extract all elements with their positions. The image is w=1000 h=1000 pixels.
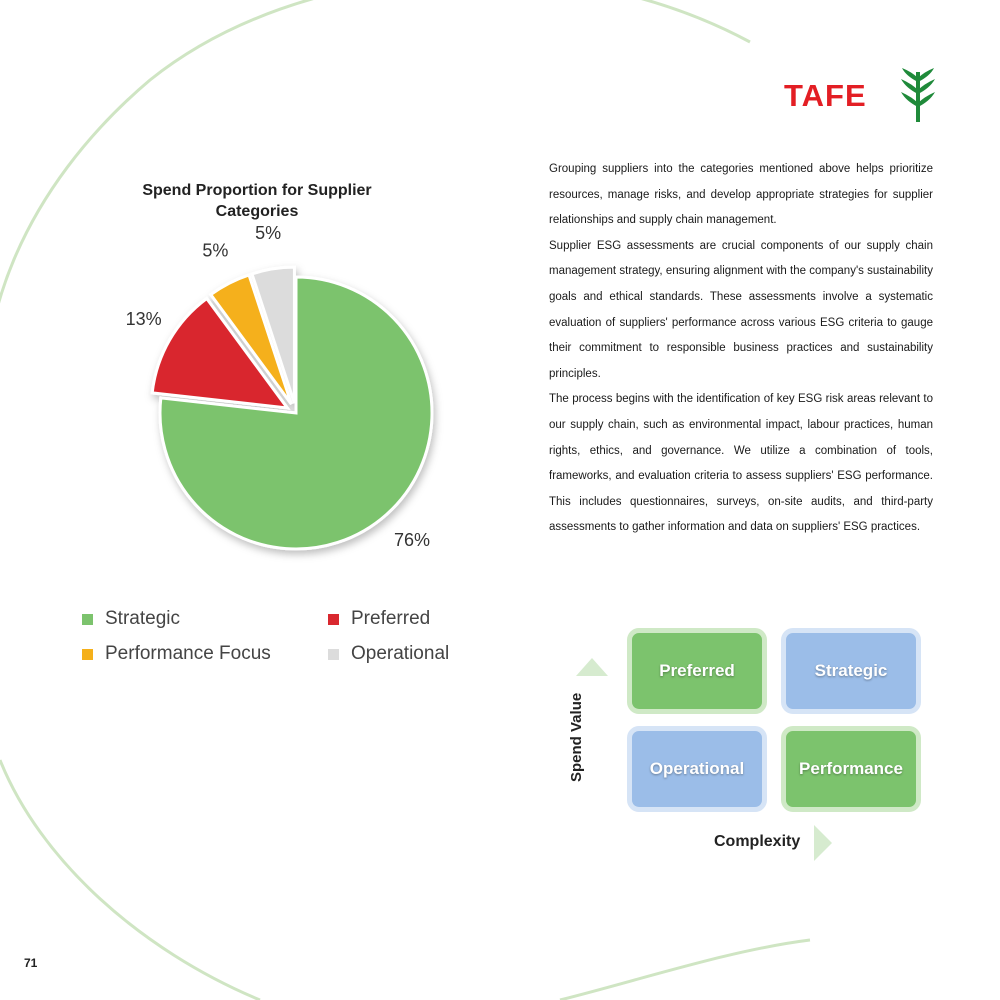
legend-label: Strategic [105,608,180,629]
pie-data-label: 76% [393,530,431,550]
legend-swatch [82,614,93,625]
page-number: 71 [24,956,38,970]
legend-swatch [328,614,339,625]
paragraph: Supplier ESG assessments are crucial components of our supply chain management strategy, ensuring alignment with the company's sustainability goals and ethical standards. These assessments involve a systematic evaluation of suppliers' performance across various ESG criteria to gauge their commitment to responsible business practices and sustainability principles. [549,239,933,380]
paragraph: Grouping suppliers into the categories mentioned above helps prioritize resources, manage risks, and develop appropriate strategies for supplier relationships and supply chain management. [549,163,933,227]
legend-swatch [82,649,93,660]
quadrant-strategic: Strategic [781,628,921,714]
right-arrow-icon [814,825,832,861]
pie-chart [100,223,480,570]
quadrant-operational: Operational [627,726,767,812]
up-arrow-icon [576,658,608,676]
legend-item-operational [328,643,449,665]
tafe-logo [784,66,944,126]
paragraph: The process begins with the identification of key ESG risk areas relevant to our supply chain, such as environmental impact, labour practices, human rights, ethics, and governance. We utilize a combination of tools, frameworks, and evaluation criteria to assess suppliers' ESG performance. This includes questionnaires, surveys, on-site audits, and third-party assessments to gather information and data on suppliers' ESG practices. [549,393,933,534]
legend-label: Performance Focus [105,643,271,664]
y-axis-label: Spend Value [568,692,585,782]
pie-data-label: 13% [125,309,162,329]
leaf-logo-icon [898,66,938,126]
x-axis-label: Complexity [714,833,801,850]
legend-swatch [328,649,339,660]
supplier-matrix [560,620,960,870]
legend-label: Preferred [351,608,431,629]
logo-text: TAFE [784,78,867,113]
pie-data-label: 5% [202,240,229,261]
quadrant-preferred: Preferred [627,628,767,714]
chart-title: Spend Proportion for Supplier Categories [142,182,372,220]
legend-item-preferred [328,608,430,630]
legend-label: Operational [351,643,450,664]
body-text [549,157,933,541]
legend-item-performance-focus [82,643,271,665]
pie-data-label: 5% [255,223,282,244]
chart-legend [82,608,502,678]
legend-item-strategic [82,608,180,630]
quadrant-performance: Performance [781,726,921,812]
